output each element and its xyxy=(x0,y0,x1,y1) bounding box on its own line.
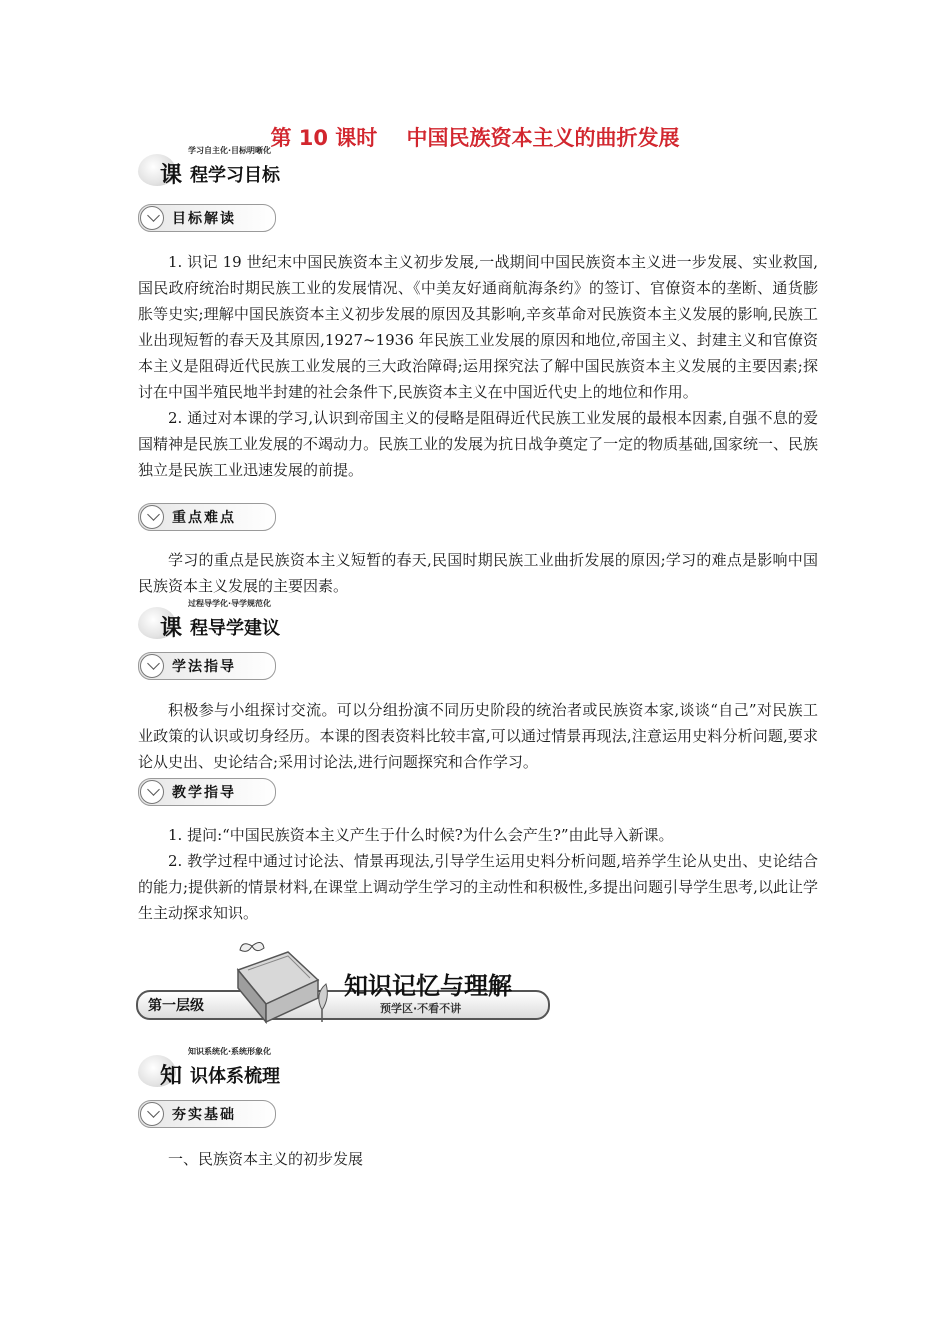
goal-paragraphs xyxy=(138,249,818,483)
method-paragraph: 积极参与小组探讨交流。可以分组扮演不同历史阶段的统治者或民族资本家,谈谈“自己”对民族工业政策的认识或切身经历。本课的图表资料比较丰富,可以通过情景再现法,注意运用史料分析问题,要求论从史出、史论结合;采用讨论法,进行问题探究和合作学习。 xyxy=(138,701,818,771)
section-header-course-goals xyxy=(138,146,438,196)
first-point-heading: 一、民族资本主义的初步发展 xyxy=(168,1150,364,1168)
subheader-teaching-guide xyxy=(138,778,278,806)
method-paragraph-block xyxy=(138,697,818,775)
goal-paragraph-2: 2. 通过对本课的学习,认识到帝国主义的侵略是阻碍近代民族工业发展的最根本因素,自强不息的爱国精神是民族工业发展的不竭动力。民族工业的发展为抗日战争奠定了一定的物质基础,国家统一、民族独立是民族工业迅速发展的前提。 xyxy=(138,409,818,479)
chevron-down-icon xyxy=(140,1102,164,1126)
banner-tagline: 预学区·不看不讲 xyxy=(380,1002,462,1015)
subheader-label: 教学指导 xyxy=(172,785,236,801)
banner-level-label: 第一层级 xyxy=(148,998,204,1014)
chevron-down-icon xyxy=(140,780,164,804)
chevron-down-icon xyxy=(140,206,164,230)
section-header-knowledge-system xyxy=(138,1047,438,1097)
subheader-label: 夯实基础 xyxy=(172,1107,236,1123)
subheader-goal-interpretation xyxy=(138,204,278,232)
chevron-down-icon xyxy=(140,505,164,529)
section-initial: 课 xyxy=(160,616,183,641)
first-heading-block xyxy=(138,1146,818,1172)
subheader-label: 重点难点 xyxy=(172,510,236,526)
teaching-paragraphs xyxy=(138,822,818,926)
subheader-label: 目标解读 xyxy=(172,211,236,227)
section-initial: 课 xyxy=(160,163,183,188)
section-subtitle: 知识系统化·系统形象化 xyxy=(188,1047,272,1056)
section-subtitle: 过程导学化·导学规范化 xyxy=(188,599,272,608)
section-title: 识体系梳理 xyxy=(190,1066,280,1087)
key-paragraph: 学习的重点是民族资本主义短暂的春天,民国时期民族工业曲折发展的原因;学习的难点是影响中国民族资本主义发展的主要因素。 xyxy=(138,551,818,595)
teaching-paragraph-1: 1. 提问:“中国民族资本主义产生于什么时候?为什么会产生?”由此导入新课。 xyxy=(168,826,674,844)
goal-paragraph-1: 1. 识记 19 世纪末中国民族资本主义初步发展,一战期间中国民族资本主义进一步发展、实业救国,国民政府统治时期民族工业的发展情况、《中美友好通商航海条约》的签订、官僚资本的垄断、通货膨胀等史实;理解中国民族资本主义初步发展的原因及其影响,辛亥革命对民族资本主义发展的影响,民族工业出现短暂的春天及其原因,1927~1936 年民族工业发展的原因和地位,帝国主义、封建主义和官僚资本主义是阻碍近代民族工业发展的三大政治障碍;运用探究法了解中国民族资本主义发展的主要因素;探讨在中国半殖民地半封建的社会条件下,民族资本主义在中国近代史上的地位和作用。 xyxy=(138,253,818,401)
chevron-down-icon xyxy=(140,654,164,678)
teaching-paragraph-2: 2. 教学过程中通过讨论法、情景再现法,引导学生运用史料分析问题,培养学生论从史出、史论结合的能力;提供新的情景材料,在课堂上调动学生学习的主动性和积极性,多提出问题引导学生思考,以此让学生主动探求知识。 xyxy=(138,852,818,922)
subheader-solid-foundation xyxy=(138,1100,278,1128)
section-initial: 知 xyxy=(160,1064,183,1089)
section-subtitle: 学习自主化·目标明晰化 xyxy=(188,146,272,155)
section-title: 程导学建议 xyxy=(190,618,280,639)
subheader-key-difficult xyxy=(138,503,278,531)
key-paragraph-block xyxy=(138,547,818,599)
subheader-study-method xyxy=(138,652,278,680)
subheader-label: 学法指导 xyxy=(172,659,236,675)
section-header-course-guidance xyxy=(138,599,438,649)
book-butterfly-icon xyxy=(218,940,338,1030)
level-banner xyxy=(136,940,556,1030)
section-title: 程学习目标 xyxy=(190,165,280,186)
page-title: 第 10 课时 中国民族资本主义的曲折发展 xyxy=(270,126,680,150)
banner-title: 知识记忆与理解 xyxy=(344,972,512,1000)
